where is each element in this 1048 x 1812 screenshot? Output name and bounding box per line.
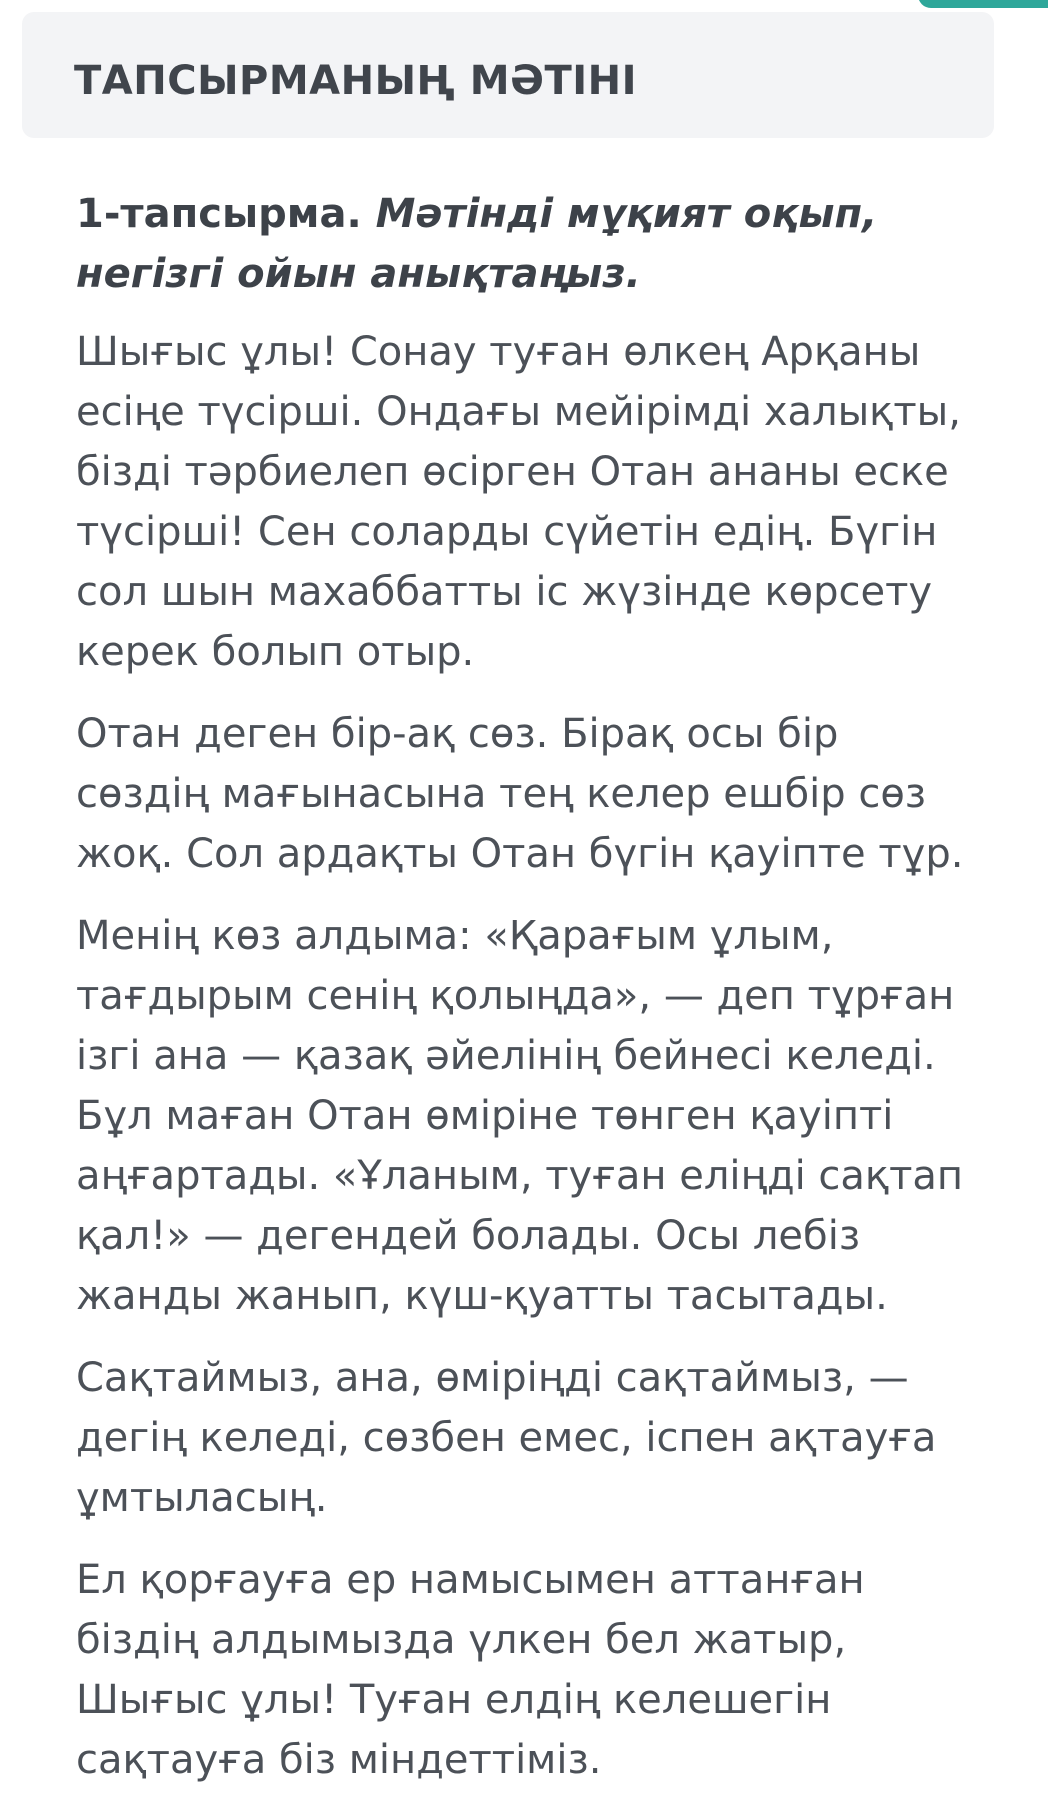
text-paragraph-2: Отан деген бір-ақ сөз. Бірақ осы бір сөздің мағынасына тең келер ешбір сөз жоқ. Сол ардақты Отан бүгін қауіпте тұр.	[76, 711, 964, 877]
section-title: ТАПСЫРМАНЫҢ МӘТІНІ	[74, 58, 637, 104]
task-number: 1-тапсырма.	[76, 191, 362, 237]
task-heading	[76, 184, 976, 304]
task-content	[76, 184, 976, 1812]
corner-accent-tab	[918, 0, 1048, 8]
text-paragraph-3: Менің көз алдыма: «Қарағым ұлым, тағдырым сенің қолыңда», — деп тұрған ізгі ана — қазақ әйелінің бейнесі келеді. Бұл маған Отан өміріне төнген қауіпті аңғартады. «Ұланым, туған еліңді сақтап қал!» — дегендей болады. Осы лебіз жанды жанып, күш-қуатты тасытады.	[76, 913, 964, 1319]
task-instruction: Мәтінді мұқият оқып, негізгі ойын анықтаңыз.	[76, 191, 878, 297]
text-paragraph-1: Шығыс ұлы! Сонау туған өлкең Арқаны есіңе түсірші. Ондағы мейірімді халықты, бізді тәрбиелеп өсірген Отан ананы еске түсірші! Сен соларды сүйетін едің. Бүгін сол шын махаббатты іс жүзінде көрсету керек болып отыр.	[76, 329, 961, 675]
section-header	[22, 12, 994, 138]
text-paragraph-5: Ел қорғауға ер намысымен аттанған біздің алдымызда үлкен бел жатыр, Шығыс ұлы! Туған елдің келешегін сақтауға біз міндеттіміз.	[76, 1557, 865, 1783]
text-paragraph-4: Сақтаймыз, ана, өміріңді сақтаймыз, — дегің келеді, сөзбен емес, іспен ақтауға ұмтыласың.	[76, 1355, 937, 1521]
